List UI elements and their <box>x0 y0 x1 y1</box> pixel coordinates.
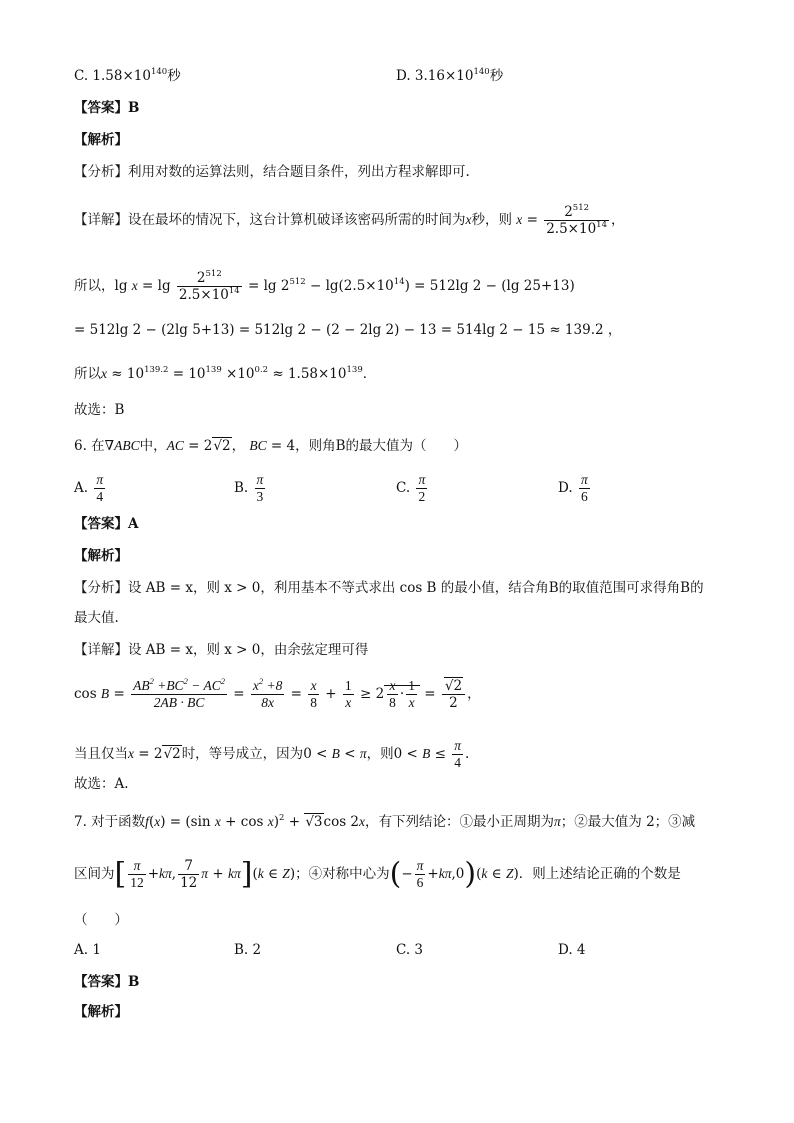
q6-fenxi: 【分析】设 AB = x，则 x > 0，利用基本不等式求出 cos B 的最小值，结合角B的取值范围可求得角B的 <box>74 580 704 596</box>
q6-option-d: D. $\frac{\pi}{6}$ <box>558 472 588 504</box>
q5-detail: 【详解】设在最坏的情况下，这台计算机破译该密码所需的时间为x秒，则 x = $\frac{2^{512}}{2.5\times 10^{14}}$ ， <box>74 203 625 237</box>
fraction: $\frac{x^2 +8}{8x}$ <box>252 676 283 710</box>
fraction: $\frac{2^{512}}{2.5\times 10^{14}}$ <box>178 269 240 303</box>
q5-log-line2: = 512lg 2 − (2lg 5+13) = 512lg 2 − (2 − 2lg 2) − 13 = 514lg 2 − 15 ≈ 139.2 ， <box>74 322 622 338</box>
fraction: $\frac{√2}{2}$ <box>442 678 465 711</box>
q7-option-b: B. 2 <box>234 942 262 958</box>
option-d-prev: D. $3.16\times 10^{140}$秒 <box>396 67 504 84</box>
q6-choice: 故选：A. <box>74 776 129 792</box>
fraction: $\frac{\pi}{2}$ <box>418 472 426 504</box>
q5-result: 所以$x \approx 10^{139.2} = 10^{139} \times 10^{0.2} \approx 1.58\times 10^{139}$． <box>74 365 377 382</box>
q6-option-a: A. $\frac{\pi}{4}$ <box>74 472 104 504</box>
q7-stem: 7. 对于函数f(x) = (sin x + cos x)$^2$ + √3cos 2x，有下列结论：①最小正周期为π；②最大值为 2；③减 <box>74 813 696 830</box>
q7-option-a: A. 1 <box>74 942 101 958</box>
q5-log-line1: 所以，lg x = lg $\frac{2^{512}}{2.5\times 10^{14}}$ = $\lg 2^{512} - \lg(2.5\times 10^{14}) = 512\lg$ 2 − (lg 25+13) <box>74 269 575 303</box>
option-c-prev: C. $1.58\times 10^{140}$秒 <box>74 67 181 84</box>
fraction: $\frac{\pi}{6}$ <box>580 472 588 504</box>
q6-option-c: C. $\frac{\pi}{2}$ <box>396 472 426 504</box>
fraction: $\frac{2^{512}}{2.5\times 10^{14}}$ <box>546 203 607 237</box>
fraction: $\frac{AB^2 +BC^2 - AC^2}{2AB \cdot BC}$ <box>133 676 225 710</box>
q6-detail: 【详解】设 AB = x，则 x > 0，由余弦定理可得 <box>74 642 369 658</box>
q7-option-d: D. 4 <box>558 942 586 958</box>
q6-cos-formula: cos B = $\frac{AB^2 +BC^2 - AC^2}{2AB \cdot BC}$ = $\frac{x^2 +8}{8x}$ = $\frac{x}{8}$ + $\frac{1}{x}$ ≥ 2 $\frac{x}{8}$ · $\frac{1}{x}$ = $\frac{√2}{2}$ ， <box>74 676 481 711</box>
fraction: $\frac{\pi}{4}$ <box>96 472 104 504</box>
q7-paren: （ ） <box>74 912 128 928</box>
fraction: $\frac{\pi}{4}$ <box>454 738 461 770</box>
fraction: $\frac{1}{x}$ <box>344 678 352 710</box>
q6-equality: 当且仅当x = 2√2时，等号成立，因为0 < B < π，则0 < B ≤ $\frac{\pi}{4}$ . <box>74 738 470 770</box>
fraction: $\frac{x}{8}$ <box>310 678 318 710</box>
q7-option-c: C. 3 <box>396 942 424 958</box>
q7-answer: 【答案】B <box>74 974 140 990</box>
q6-answer: 【答案】A <box>74 516 139 532</box>
q7-line2: 区间为[ $\frac{\pi}{12}$ +kπ, $\frac{7}{12}$ π + kπ](k ∈ Z)；④对称中心为(− $\frac{\pi}{6}$ +kπ,0)(k ∈ Z)．则上述结论正确的个数是 <box>74 856 681 892</box>
fraction: $\frac{\pi}{3}$ <box>256 472 264 504</box>
q5-fenxi: 【分析】利用对数的运算法则，结合题目条件，列出方程求解即可. <box>74 164 470 180</box>
q6-fenxi-2: 最大值. <box>74 610 119 626</box>
q5-choice: 故选：B <box>74 402 125 418</box>
q6-stem: 6. 在∇ABC中，AC = 2√2， BC = 4，则角B的最大值为（ ） <box>74 438 468 454</box>
q6-option-b: B. $\frac{\pi}{3}$ <box>234 472 264 504</box>
q5-answer: 【答案】B <box>74 100 140 116</box>
q6-analysis-tag: 【解析】 <box>74 548 128 564</box>
q7-analysis-tag: 【解析】 <box>74 1004 128 1020</box>
q5-analysis-tag: 【解析】 <box>74 132 128 148</box>
